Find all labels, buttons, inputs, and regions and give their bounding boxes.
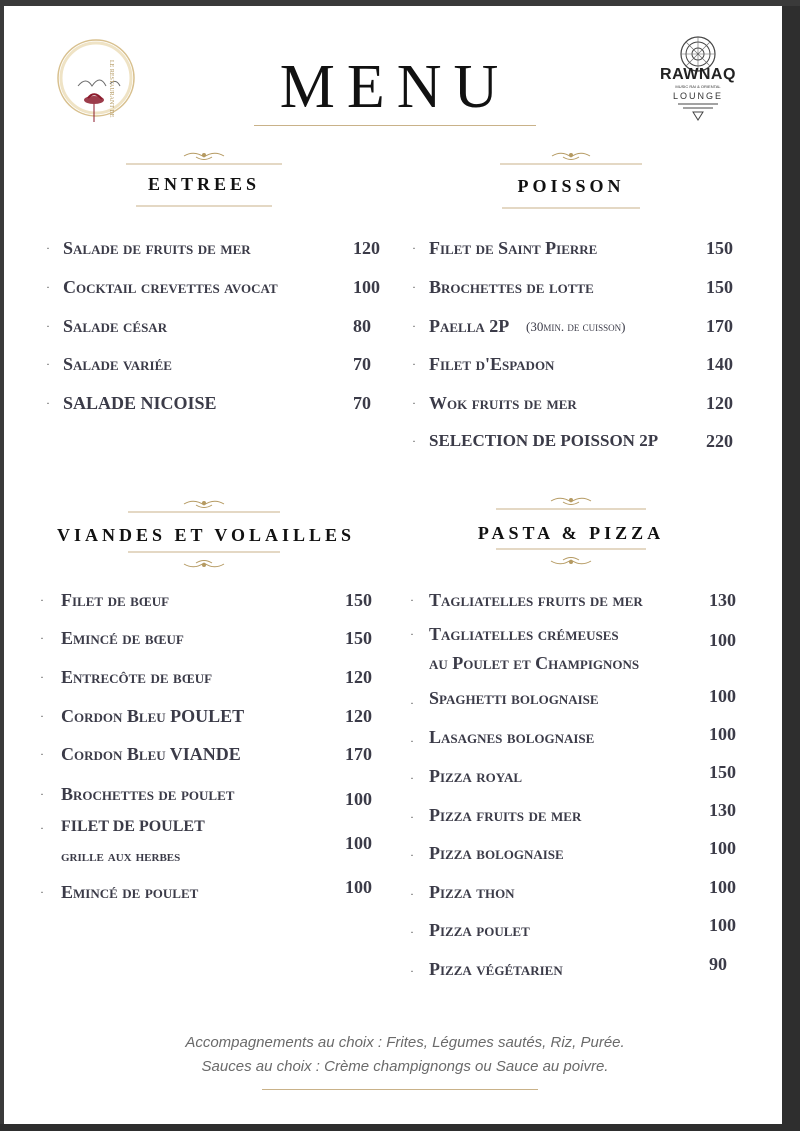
restaurant-logo [48,30,144,126]
bullet: · [40,593,44,607]
title-underline [254,125,536,126]
menu-item-price: 100 [709,838,736,858]
menu-item-name: Emincé de poulet [61,882,199,902]
bullet: · [40,821,44,835]
section-title-entrees: ENTREES [147,174,261,194]
menu-item-price: 100 [709,915,736,935]
menu-item-name: Tagliatelles crémeuses [429,624,619,644]
menu-page [4,6,782,1124]
menu-item-name-line2: au Poulet et Champignons [429,653,640,673]
menu-item-name: Entrecôte de bœuf [61,667,213,687]
menu-item-price: 120 [706,393,733,413]
menu-item-name: Spaghetti bolognaise [429,688,599,708]
rawnaq-lounge: LOUNGE [672,91,723,101]
menu-item-price: 140 [706,354,733,374]
menu-item-price: 120 [353,238,380,258]
menu-item-name: Tagliatelles fruits de mer [429,590,643,610]
menu-item-name: Pizza poulet [429,920,530,940]
menu-item-name: Pizza fruits de mer [429,805,582,825]
bullet: · [410,887,414,901]
rawnaq-name: RAWNAQ [660,66,736,83]
section-title-viandes: VIANDES ET VOLAILLES [56,525,356,545]
footer-sauces: Sauces au choix : Crème champignongs ou Sauce au poivre. [201,1058,609,1075]
menu-item-price: 150 [706,277,733,297]
menu-item-price: 170 [706,316,733,336]
menu-item-name: Cordon Bleu POULET [61,706,245,726]
menu-item-name: Brochettes de lotte [429,277,594,297]
menu-item-name: Pizza végétarien [429,959,563,979]
menu-item-name: Wok fruits de mer [429,393,577,413]
menu-item-name: Cocktail crevettes avocat [63,277,278,297]
footer-accompaniments: Accompagnements au choix : Frites, Légumes sautés, Riz, Purée. [185,1034,625,1051]
bullet: · [46,241,50,255]
menu-item-price: 150 [709,762,736,782]
rawnaq-subtitle: MUSIC RAI & ORIENTAL [675,84,721,89]
logo-text: LE RESTAURANT DE [108,60,114,118]
bullet: · [412,241,416,255]
bullet: · [410,696,414,710]
bullet: · [40,670,44,684]
bullet: · [412,396,416,410]
bullet: · [412,434,416,448]
section-title-poisson: POISSON [517,176,625,196]
menu-item-name: Filet d'Espadon [429,354,555,374]
menu-item-name: Salade de fruits de mer [63,238,251,258]
menu-item-price: 90 [709,954,727,974]
menu-item-note: (30min. de cuisson) [526,319,626,334]
menu-item-price: 120 [345,706,372,726]
bullet: · [40,631,44,645]
bullet: · [410,848,414,862]
bullet: · [412,357,416,371]
menu-item-name: Salade variée [63,354,172,374]
menu-item-price: 130 [709,590,736,610]
menu-title: MENU [279,53,511,121]
menu-item-name-line2: grille aux herbes [61,848,181,865]
page-shadow-right [782,6,800,1131]
bullet: · [40,709,44,723]
section-title-pasta: PASTA & PIZZA [477,523,665,543]
bullet: · [410,627,414,641]
menu-item-name: Brochettes de poulet [61,784,235,804]
menu-item-price: 100 [353,277,380,297]
menu-item-name: Salade césar [63,316,168,336]
bullet: · [46,357,50,371]
bullet: · [410,810,414,824]
menu-item-price: 100 [709,877,736,897]
bullet: · [46,280,50,294]
menu-item-price: 70 [353,393,371,413]
bullet: · [410,771,414,785]
menu-item-name: SALADE NICOISE [63,393,217,413]
menu-item-name: FILET DE POULET [61,818,205,835]
menu-item-name: Emincé de bœuf [61,628,184,648]
menu-item-price: 120 [345,667,372,687]
menu-item-name: Pizza thon [429,882,515,902]
menu-item-name: Pizza bolognaise [429,843,564,863]
rawnaq-logo [650,34,746,126]
menu-item-price: 150 [706,238,733,258]
menu-item-name: Pizza royal [429,766,523,786]
menu-item-price: 100 [709,630,736,650]
bullet: · [410,593,414,607]
menu-item-name: Paella 2P [429,316,510,336]
menu-item-name: Filet de Saint Pierre [429,238,598,258]
bullet: · [40,747,44,761]
bullet: · [410,734,414,748]
menu-item-name: SELECTION DE POISSON 2P [429,431,659,450]
menu-item-name: Cordon Bleu VIANDE [61,744,241,764]
bullet: · [46,319,50,333]
menu-item-price: 150 [345,590,372,610]
bullet: · [410,964,414,978]
bullet: · [46,396,50,410]
menu-item-price: 100 [709,724,736,744]
menu-item-price: 150 [345,628,372,648]
menu-item-name: Lasagnes bolognaise [429,727,595,747]
footer-rule [262,1089,538,1090]
menu-item-price: 220 [706,431,733,451]
menu-item-name: Filet de bœuf [61,590,170,610]
menu-item-price: 100 [345,789,372,809]
menu-item-price: 80 [353,316,371,336]
menu-item-price: 100 [345,877,372,897]
bullet: · [40,787,44,801]
menu-item-price: 100 [345,833,372,853]
page-shadow-bottom [0,1124,800,1131]
menu-item-price: 170 [345,744,372,764]
bullet: · [40,885,44,899]
bullet: · [412,280,416,294]
menu-item-price: 70 [353,354,371,374]
bullet: · [412,319,416,333]
menu-item-price: 100 [709,686,736,706]
menu-item-price: 130 [709,800,736,820]
bullet: · [410,925,414,939]
